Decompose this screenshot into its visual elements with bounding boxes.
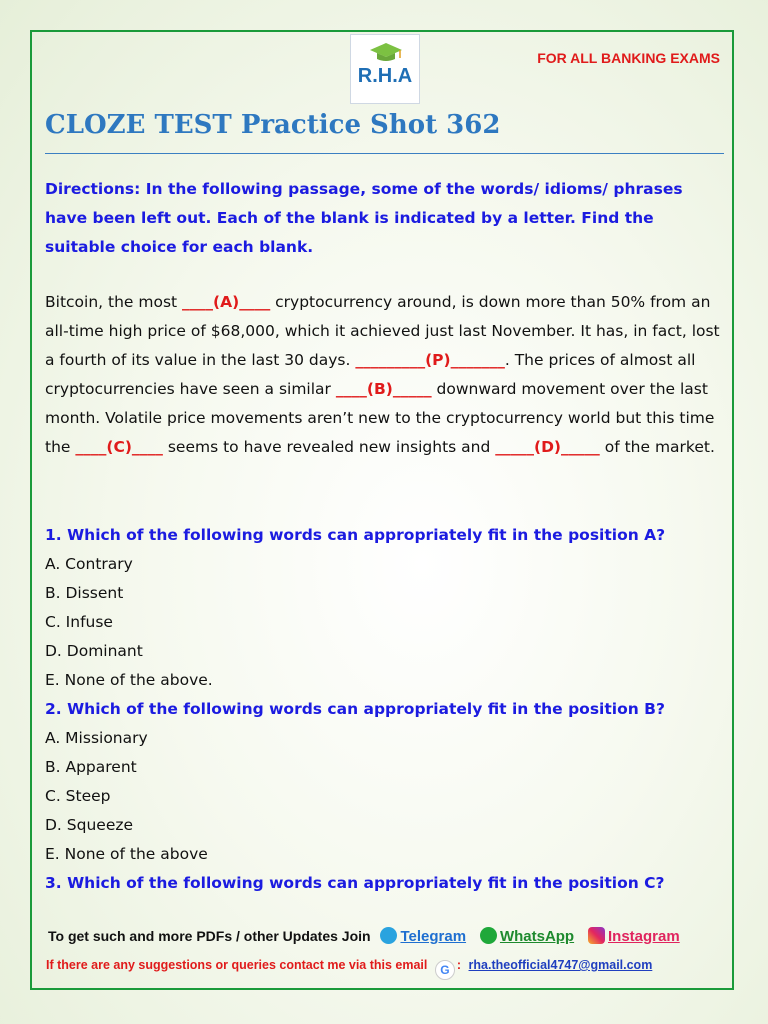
question-1-option-c: C. Infuse <box>45 613 113 631</box>
blank-p: _________(P)_______ <box>355 351 505 369</box>
question-2-option-e: E. None of the above <box>45 845 208 863</box>
directions-text: Directions: In the following passage, some of the words/ idioms/ phrases have been left out. Each of the blank is indicated by a letter. Find the suitable choice for each blank. <box>45 180 683 256</box>
google-icon: G <box>435 960 455 980</box>
question-1-option-d: D. Dominant <box>45 642 143 660</box>
passage <box>45 288 725 462</box>
telegram-icon[interactable] <box>380 927 397 944</box>
email-link[interactable]: rha.theofficial4747@gmail.com <box>468 958 653 972</box>
telegram-link[interactable]: Telegram <box>400 928 467 945</box>
question-1-option-b: B. Dissent <box>45 584 124 602</box>
question-list <box>45 521 725 898</box>
whatsapp-link[interactable]: WhatsApp <box>499 928 575 945</box>
whatsapp-icon[interactable] <box>480 927 497 944</box>
rha-logo <box>350 34 420 104</box>
question-2-option-b: B. Apparent <box>45 758 137 776</box>
graduation-cap-icon <box>368 41 404 63</box>
instagram-icon[interactable] <box>588 927 605 944</box>
logo-text: R.H.A <box>357 65 413 87</box>
blank-c: ____(C)____ <box>75 438 163 456</box>
question-2-option-a: A. Missionary <box>45 729 148 747</box>
passage-text: seems to have revealed new insights and <box>162 438 496 456</box>
contact-text: If there are any suggestions or queries contact me via this email <box>46 958 428 972</box>
blank-d: _____(D)_____ <box>495 438 600 456</box>
title-divider <box>45 153 724 154</box>
instagram-link[interactable]: Instagram <box>608 928 680 945</box>
page-title: CLOZE TEST Practice Shot 362 <box>45 110 501 140</box>
contact-footer <box>46 958 726 980</box>
contact-colon: : <box>456 958 462 972</box>
question-1: 1. Which of the following words can appropriately fit in the position A? <box>45 526 666 544</box>
question-2: 2. Which of the following words can appropriately fit in the position B? <box>45 700 665 718</box>
passage-text: Bitcoin, the most <box>45 293 183 311</box>
question-2-option-d: D. Squeeze <box>45 816 134 834</box>
question-3: 3. Which of the following words can appropriately fit in the position C? <box>45 874 665 892</box>
passage-text: of the market. <box>599 438 715 456</box>
passage-text: cryptocurrency around, is down more than 50% from an all-time high price of $68,000, which it achieved just last November. It has, in fact, lost a fourth of its value in the last 30 days. <box>45 293 720 369</box>
tagline: FOR ALL BANKING EXAMS <box>537 50 720 66</box>
blank-a: ____(A)____ <box>182 293 271 311</box>
question-1-option-e: E. None of the above. <box>45 671 213 689</box>
join-footer <box>48 927 728 945</box>
join-text: To get such and more PDFs / other Updates Join <box>48 928 371 944</box>
question-2-option-c: C. Steep <box>45 787 111 805</box>
passage-text: . The prices of almost all cryptocurrencies have seen a similar <box>45 351 696 398</box>
blank-b: ____(B)_____ <box>335 380 432 398</box>
question-1-option-a: A. Contrary <box>45 555 133 573</box>
passage-text: downward movement over the last month. Volatile price movements aren’t new to the cryptocurrency world but this time the <box>45 380 715 456</box>
